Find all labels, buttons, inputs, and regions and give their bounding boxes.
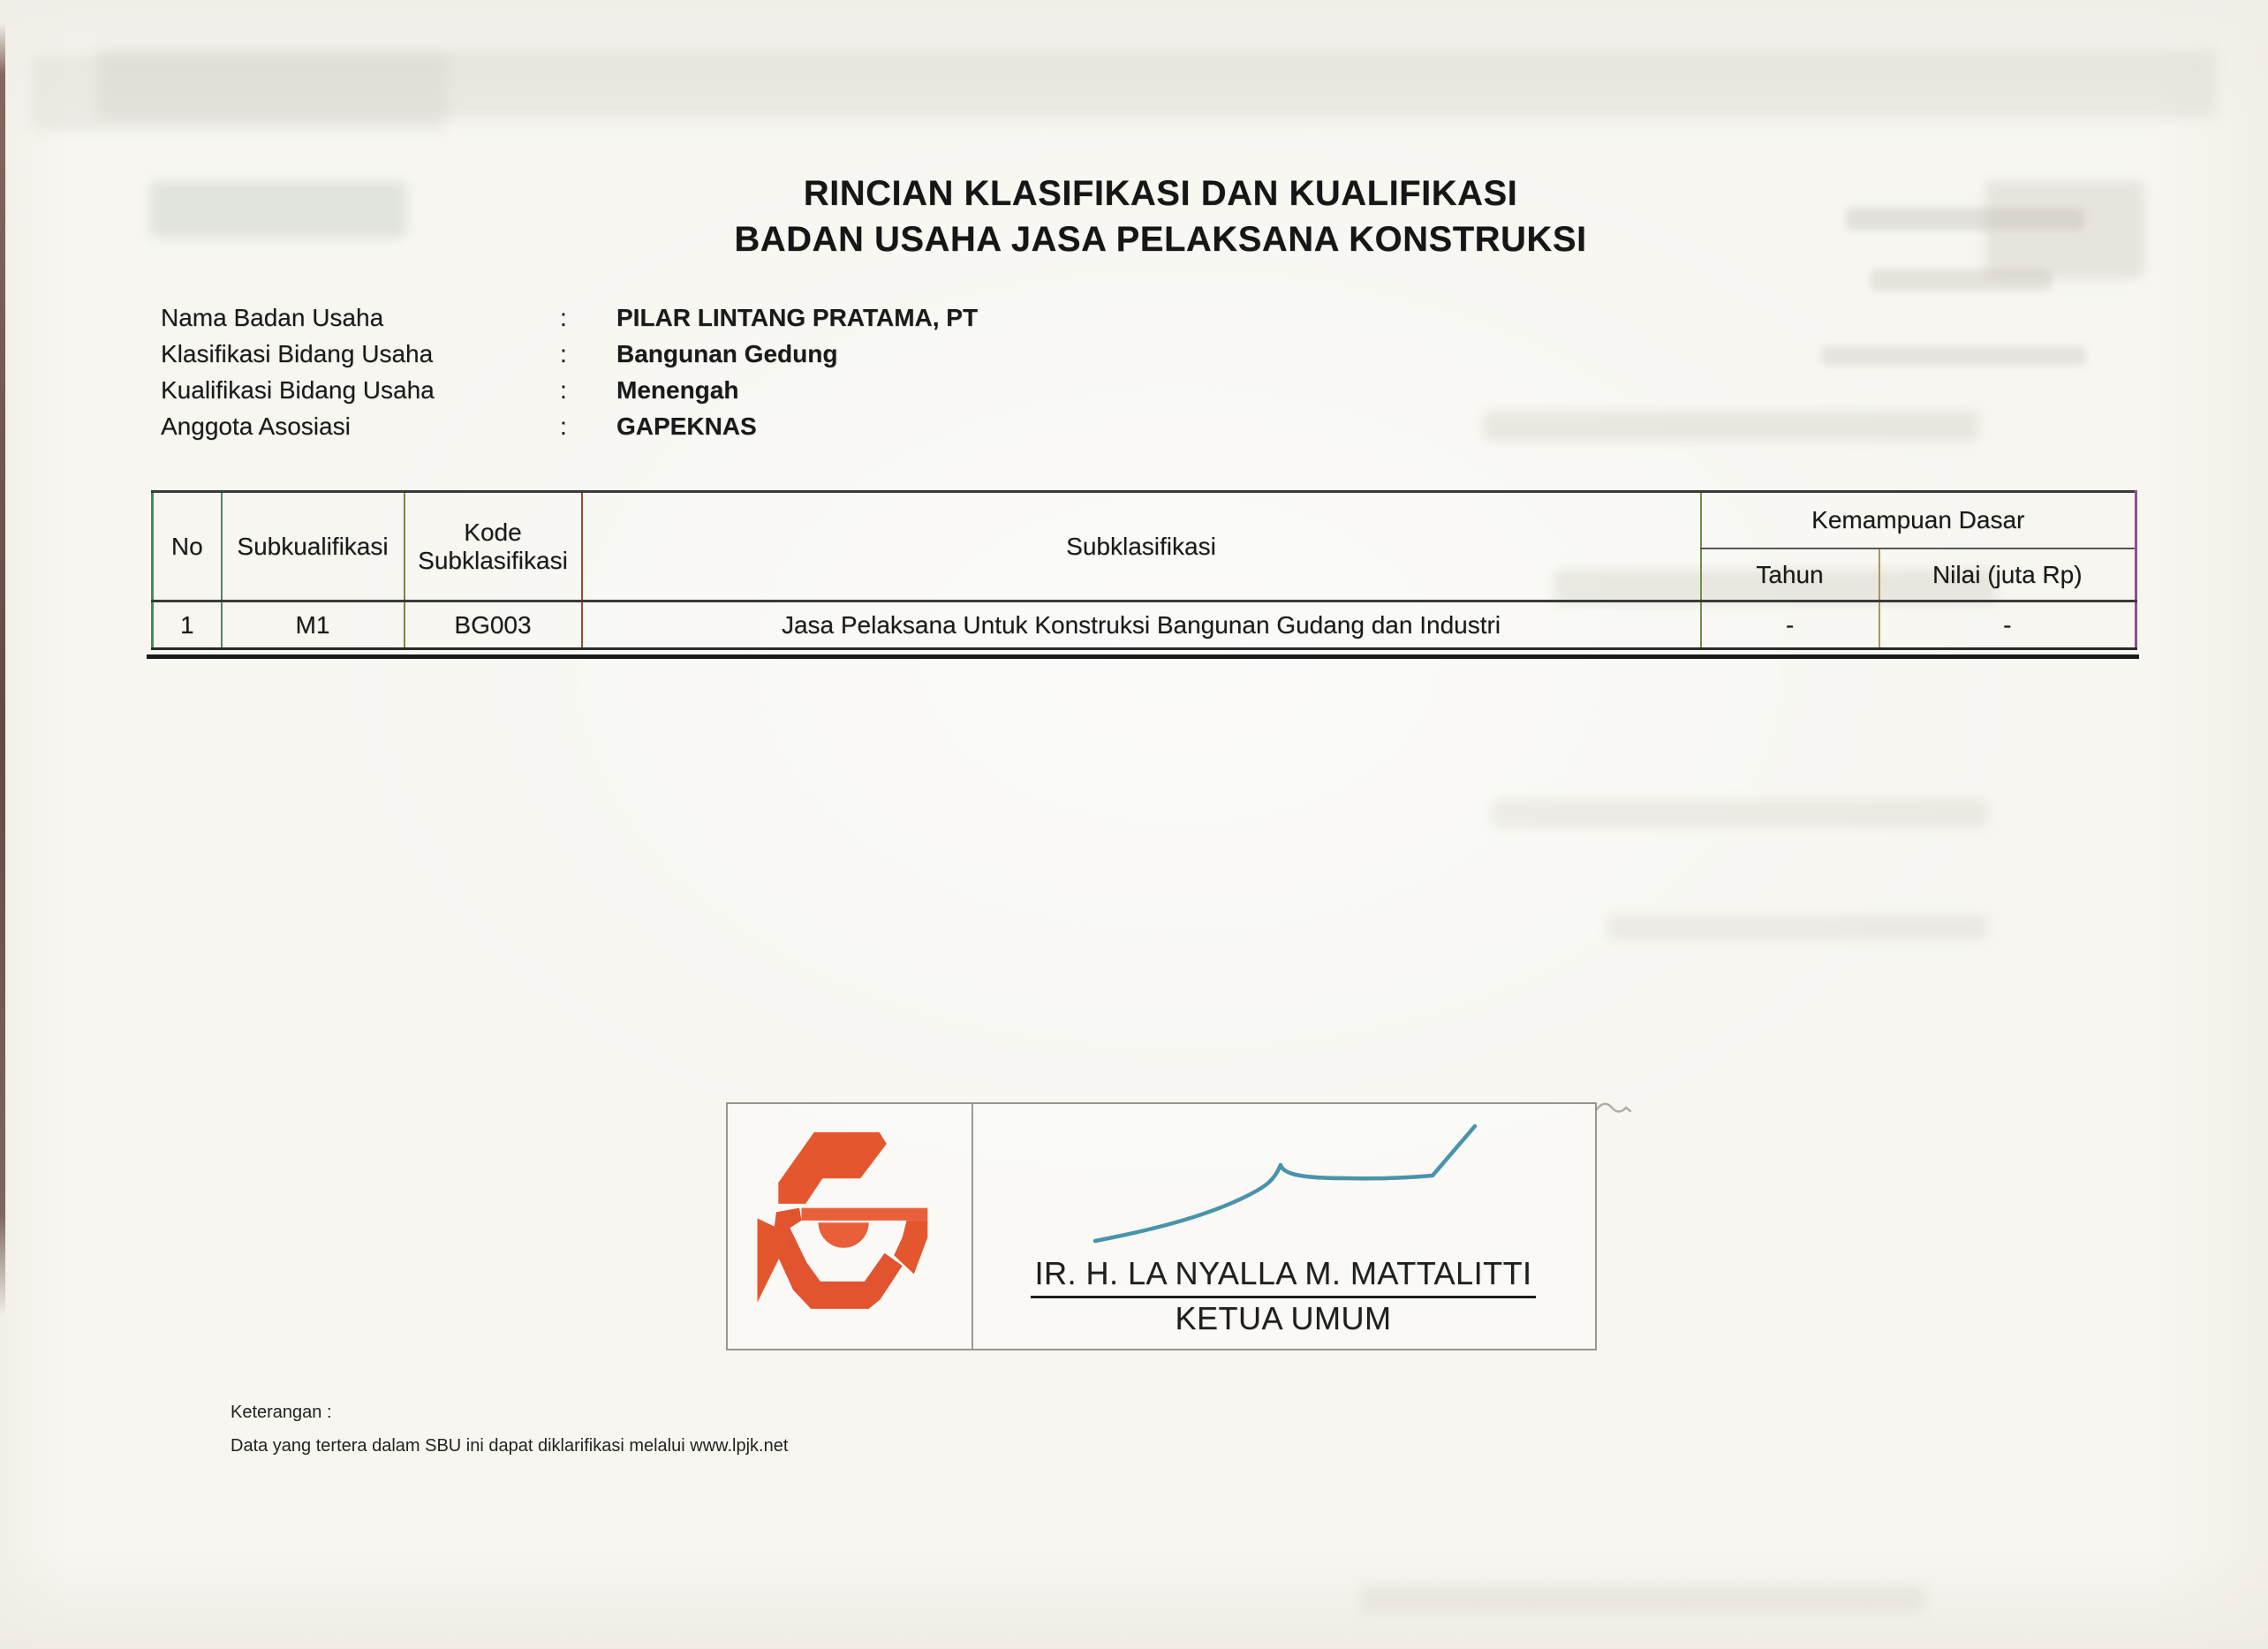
signature-block-divider (971, 1104, 973, 1349)
info-colon: : (560, 376, 567, 404)
signature-block (726, 1102, 1597, 1350)
table-bottom-rule (147, 654, 2139, 659)
info-value-kualifikasi: Menengah (616, 376, 739, 404)
info-value-klasifikasi: Bangunan Gedung (616, 340, 838, 367)
info-colon: : (560, 304, 567, 331)
footer-keterangan-label: Keterangan : (231, 1403, 332, 1422)
cell-no: 1 (153, 601, 222, 649)
bleedthrough-smudge (1360, 1585, 1925, 1612)
company-info-block (161, 299, 1676, 444)
info-value-asosiasi: GAPEKNAS (616, 412, 757, 440)
signatory-name: IR. H. LA NYALLA M. MATTALITTI (1031, 1256, 1535, 1298)
info-colon: : (560, 412, 567, 440)
col-header-kemampuan-dasar: Kemampuan Dasar (1701, 492, 2136, 549)
cell-nilai: - (1879, 601, 2136, 649)
paper-band (97, 49, 2217, 118)
info-colon: : (560, 340, 567, 367)
footer-keterangan-text: Data yang tertera dalam SBU ini dapat diklarifikasi melalui www.lpjk.net (231, 1436, 789, 1456)
info-label-klasifikasi: Klasifikasi Bidang Usaha (161, 340, 434, 367)
gapeknas-logo-icon (745, 1122, 963, 1332)
bleedthrough-smudge (1821, 346, 2086, 366)
info-label-asosiasi: Anggota Asosiasi (161, 412, 351, 440)
paper-squiggle-mark (1595, 1097, 1641, 1120)
cell-kode: BG003 (404, 601, 582, 649)
signatory (980, 1256, 1586, 1336)
bleedthrough-smudge (32, 55, 447, 131)
cell-tahun: - (1701, 601, 1879, 649)
classification-table (151, 490, 2137, 650)
bleedthrough-smudge (1871, 269, 2052, 291)
col-header-subkualifikasi: Subkualifikasi (222, 492, 404, 601)
table-row (153, 601, 2136, 649)
bleedthrough-smudge (1493, 799, 1987, 828)
col-header-tahun: Tahun (1701, 548, 1879, 601)
signatory-title: KETUA UMUM (1175, 1300, 1392, 1336)
col-header-no: No (153, 492, 222, 601)
bleedthrough-smudge (1607, 914, 1987, 941)
col-header-subklasifikasi: Subklasifikasi (582, 492, 1701, 601)
document-title-line1: RINCIAN KLASIFIKASI DAN KUALIFIKASI (803, 174, 1518, 213)
col-header-kode: Kode Subklasifikasi (404, 492, 582, 601)
document-title-line2: BADAN USAHA JASA PELAKSANA KONSTRUKSI (734, 220, 1587, 259)
col-header-nilai: Nilai (juta Rp) (1879, 548, 2136, 601)
info-value-nama: PILAR LINTANG PRATAMA, PT (616, 304, 979, 331)
footer-notes (231, 1396, 788, 1463)
info-label-kualifikasi: Kualifikasi Bidang Usaha (161, 376, 435, 404)
info-label-nama: Nama Badan Usaha (161, 304, 384, 331)
document-title (53, 170, 2268, 262)
scan-edge-strip (0, 23, 5, 1317)
cell-subkualifikasi: M1 (222, 601, 404, 649)
cell-subklasifikasi: Jasa Pelaksana Untuk Konstruksi Bangunan Gudang dan Industri (582, 601, 1701, 649)
